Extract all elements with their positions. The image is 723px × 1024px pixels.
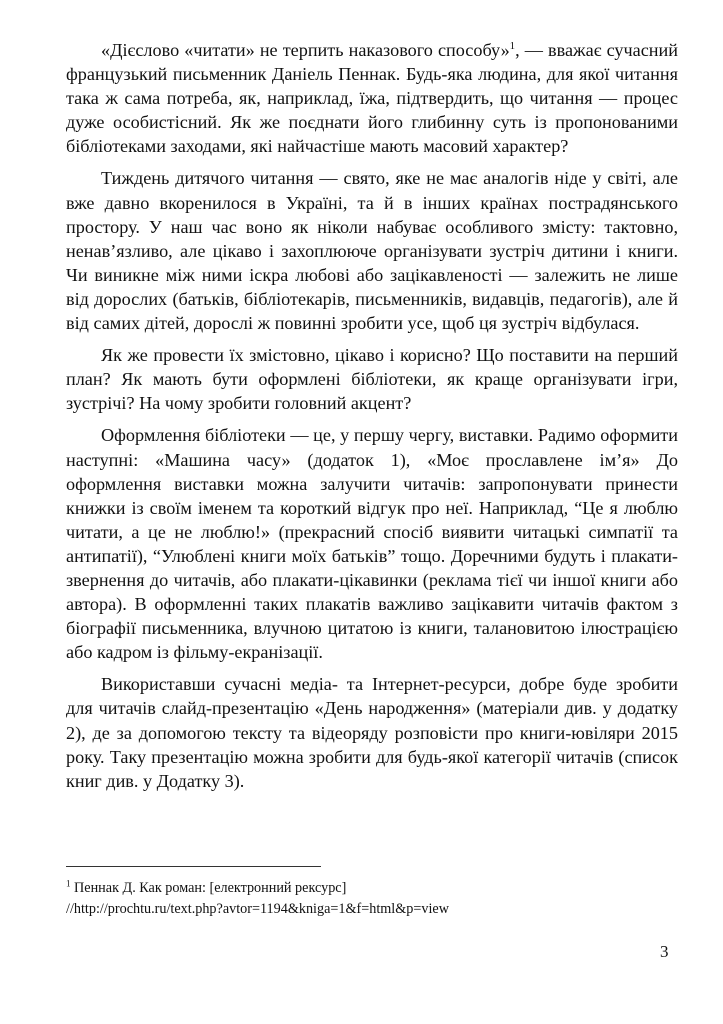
paragraph-1-rest: , — вважає сучасний французький письменник Даніель Пеннак. Будь-яка людина, для якої читання така ж сама потреба, як, наприклад, їжа, підтвердить, що читання — процес дуже особистісний. Як же поєднати його глибинну суть із пропонованими бібліотеками заходами, які найчастіше мають масовий характер? bbox=[66, 40, 678, 157]
footnote-separator bbox=[66, 866, 321, 867]
footnote-marker: 1 bbox=[66, 878, 71, 889]
paragraph-3: Як же провести їх змістовно, цікаво і корисно? Що поставити на перший план? Як мають бути оформлені бібліотеки, як краще організувати ігри, зустрічі? На чому зробити головний акцент? bbox=[66, 345, 678, 414]
footnote-line-1 bbox=[66, 878, 678, 899]
paragraph-1-lead: «Дієслово «читати» не терпить наказового способу» bbox=[101, 40, 510, 60]
footnote-reference[interactable]: 1 bbox=[509, 39, 516, 52]
footnote-url[interactable]: //http://prochtu.ru/text.php?avtor=1194&kniga=1&f=html&p=view bbox=[66, 901, 449, 917]
footnote-citation: Пеннак Д. Как роман: [електронний рексурс] bbox=[74, 880, 347, 896]
footnote-line-2 bbox=[66, 899, 678, 920]
paragraph-5: Використавши сучасні медіа- та Інтернет-ресурси, добре буде зробити для читачів слайд-презентацію «День народження» (матеріали див. у додатку 2), де за допомогою тексту та відеоряду розповісти про книги-ювіляри 2015 року. Таку презентацію можна зробити для будь-якої категорії читачів (список книг див. у Додатку 3). bbox=[66, 674, 678, 791]
paragraph-1 bbox=[66, 38, 678, 158]
paragraph-4: Оформлення бібліотеки — це, у першу чергу, виставки. Радимо оформити наступні: «Машина часу» (додаток 1), «Моє прославлене ім’я» До оформлення виставки можна залучити читачів: запропонувати принести книжки із своїм іменем та короткий відгук про неї. Наприклад, “Це я люблю читати, а це не люблю!» (прекрасний спосіб виявити читацькі симпатії та антипатії), “Улюблені книги моїх батьків” тощо. Доречними будуть і плакати-звернення до читачів, або плакати-цікавинки (реклама тієї чи іншої книги або автора). В оформленні таких плакатів важливо зацікавити читачів фактом з біографії письменника, влучною цитатою із книги, талановитою ілюстрацією або кадром із фільму-екранізації. bbox=[66, 425, 678, 663]
footnote bbox=[66, 878, 678, 920]
page-body bbox=[66, 38, 678, 801]
paragraph-2: Тиждень дитячого читання — свято, яке не має аналогів ніде у світі, але вже давно вкоренилося в Україні, та й в інших країнах пострадянського простору. У наш час воно як ніколи набуває особливого змісту: тактовно, ненав’язливо, але цікаво і захоплююче організувати зустріч дитини і книги. Чи виникне між ними іскра любові або зацікавленості — залежить не лише від дорослих (батьків, бібліотекарів, письменників, видавців, педагогів), але й від самих дітей, дорослі ж повинні зробити усе, щоб ця зустріч відбулася. bbox=[66, 168, 678, 334]
page-number: 3 bbox=[660, 942, 669, 961]
